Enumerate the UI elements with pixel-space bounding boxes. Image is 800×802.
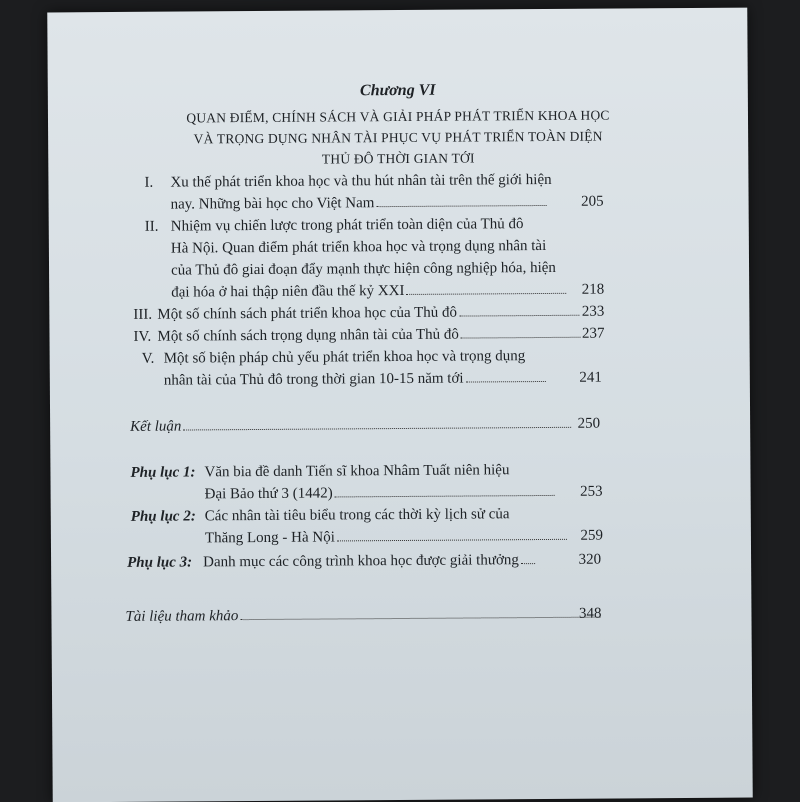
entry-line: Danh mục các công trình khoa học được giải thưởng <box>203 552 519 571</box>
dot-leader <box>521 562 535 564</box>
appendix-label: Phụ lục 3: <box>127 554 193 571</box>
page-number: 348 <box>578 605 602 622</box>
dot-leader <box>466 380 546 383</box>
section-numeral: V. <box>141 350 155 367</box>
section-numeral: III. <box>133 306 153 323</box>
entry-line: Một số biện pháp chủ yếu phát triển khoa học và trọng dụng <box>163 348 526 367</box>
section-numeral: I. <box>144 174 154 191</box>
entry-line: Văn bia đề danh Tiến sĩ khoa Nhâm Tuất niên hiệu <box>204 462 510 481</box>
heading-line: THỦ ĐÔ THỜI GIAN TỚI <box>321 150 475 167</box>
dot-leader <box>461 336 581 339</box>
entry-line: nay. Những bài học cho Việt Nam <box>170 195 375 213</box>
references-label: Tài liệu tham khảo <box>125 608 239 625</box>
page-number: 250 <box>577 415 601 432</box>
conclusion-label: Kết luận <box>130 418 182 435</box>
entry-line: Các nhân tài tiêu biểu trong các thời kỳ lịch sử của <box>204 506 510 525</box>
toc-entry-conclusion <box>50 412 750 435</box>
entry-line: Thăng Long - Hà Nội <box>204 529 335 547</box>
heading-line: QUAN ĐIỂM, CHÍNH SÁCH VÀ GIẢI PHÁP PHÁT TRIỂN KHOA HỌC <box>186 107 610 126</box>
page-number: 237 <box>581 325 605 342</box>
dot-leader <box>376 204 546 207</box>
toc-entry-appendix-1 <box>50 458 750 503</box>
dot-leader <box>240 616 600 621</box>
page-number: 241 <box>579 369 602 386</box>
appendix-label: Phụ lục 1: <box>130 464 196 481</box>
entry-line: Xu thế phát triển khoa học và thu hút nhân tài trên thế giới hiện <box>170 171 552 191</box>
page-number: 205 <box>581 193 604 210</box>
dot-leader <box>337 538 567 542</box>
entry-line: của Thủ đô giai đoạn đẩy mạnh thực hiện công nghiệp hóa, hiện <box>171 259 556 279</box>
entry-line: Một số chính sách trọng dụng nhân tài của Thủ đô <box>157 326 459 345</box>
entry-line: Một số chính sách phát triển khoa học của Thủ đô <box>157 304 458 323</box>
entry-line: nhân tài của Thủ đô trong thời gian 10-15 năm tới <box>163 370 464 389</box>
section-numeral: IV. <box>133 328 152 345</box>
toc-entry-references <box>51 602 751 625</box>
page-number: 259 <box>580 527 603 544</box>
chapter-heading <box>138 104 658 171</box>
page-number: 253 <box>580 483 603 500</box>
appendix-label: Phụ lục 2: <box>130 508 196 525</box>
toc-entry-appendix-3 <box>51 548 751 571</box>
page-number: 233 <box>581 303 605 320</box>
dot-leader <box>459 314 579 317</box>
entry-line: Hà Nội. Quan điểm phát triển khoa học và trọng dụng nhân tài <box>170 237 547 257</box>
entry-line: đại hóa ở hai thập niên đầu thế kỷ XXI <box>171 282 405 301</box>
entry-line: Nhiệm vụ chiến lược trong phát triển toàn diện của Thủ đô <box>170 216 524 235</box>
book-page <box>47 8 752 802</box>
dot-leader <box>335 494 555 498</box>
entry-line: Đại Bảo thứ 3 (1442) <box>204 485 333 503</box>
page-number: 320 <box>578 551 602 568</box>
page-number: 218 <box>581 281 605 298</box>
chapter-title: Chương VI <box>359 81 436 100</box>
section-numeral: II. <box>144 218 159 235</box>
dot-leader <box>407 292 567 295</box>
dot-leader <box>183 426 571 431</box>
heading-line: VÀ TRỌNG DỤNG NHÂN TÀI PHỤC VỤ PHÁT TRIỂN TOÀN DIỆN <box>193 128 603 147</box>
